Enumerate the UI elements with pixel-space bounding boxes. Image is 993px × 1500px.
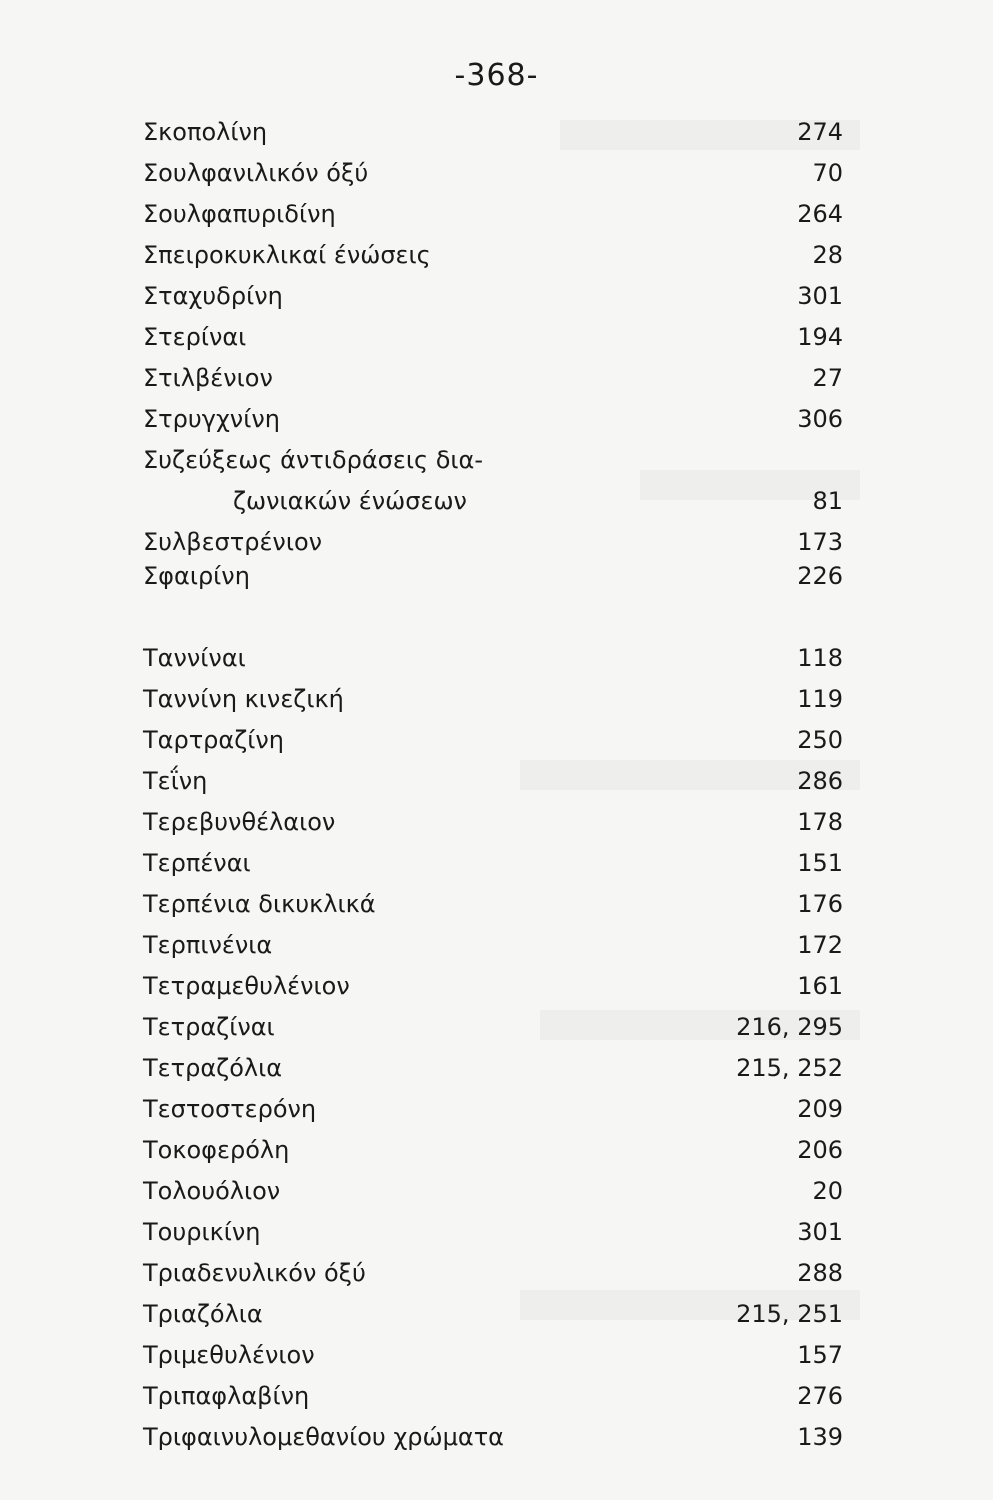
index-term: Τριαζόλια — [143, 1300, 263, 1328]
index-page-ref: 176 — [797, 890, 843, 918]
index-entry — [143, 1007, 843, 1047]
index-entry — [143, 317, 843, 357]
index-page-ref: 215, 251 — [736, 1300, 843, 1328]
index-term: Τριμεθυλένιον — [143, 1341, 315, 1369]
index-term: Σουλφαπυριδίνη — [143, 200, 336, 228]
index-entry — [143, 679, 843, 719]
index-page-ref: 216, 295 — [736, 1013, 843, 1041]
index-entry — [143, 235, 843, 275]
index-page-ref: 119 — [797, 685, 843, 713]
index-term: ζωνιακών ένώσεων — [233, 487, 467, 515]
index-entry-continuation — [143, 481, 843, 521]
index-page-ref: 226 — [797, 562, 843, 590]
index-entry — [143, 1130, 843, 1170]
index-page-ref: 178 — [797, 808, 843, 836]
index-entry — [143, 358, 843, 398]
index-term: Συλβεστρένιον — [143, 528, 323, 556]
index-entry — [143, 399, 843, 439]
index-term: Τριπαφλαβίνη — [143, 1382, 310, 1410]
index-entry — [143, 802, 843, 842]
index-term: Τερεβυνθέλαιον — [143, 808, 336, 836]
index-term: Σκοπολίνη — [143, 118, 268, 146]
index-entry — [143, 556, 843, 596]
index-term: Σουλφανιλικόν όξύ — [143, 159, 369, 187]
index-term: Τερπινένια — [143, 931, 273, 959]
index-term: Τεστοστερόνη — [143, 1095, 317, 1123]
index-term: Τερπένια δικυκλικά — [143, 890, 376, 918]
index-page-ref: 157 — [797, 1341, 843, 1369]
index-term: Ταννίνη κινεζική — [143, 685, 344, 713]
index-entry — [143, 1335, 843, 1375]
index-term: Τριφαινυλομεθανίου χρώματα — [143, 1423, 504, 1451]
index-page-ref: 301 — [797, 1218, 843, 1246]
index-term: Ταννίναι — [143, 644, 246, 672]
index-term: Συζεύξεως άντιδράσεις δια- — [143, 446, 483, 474]
index-term: Τουρικίνη — [143, 1218, 261, 1246]
index-entry — [143, 1417, 843, 1457]
index-term: Σταχυδρίνη — [143, 282, 283, 310]
index-page-ref: 70 — [812, 159, 843, 187]
index-page-ref: 81 — [812, 487, 843, 515]
index-entry — [143, 720, 843, 760]
index-page-ref: 172 — [797, 931, 843, 959]
index-page-ref: 27 — [812, 364, 843, 392]
index-entry — [143, 966, 843, 1006]
index-entry — [143, 112, 843, 152]
index-term: Στιλβένιον — [143, 364, 273, 392]
index-page-ref: 276 — [797, 1382, 843, 1410]
index-term: Σφαιρίνη — [143, 562, 250, 590]
index-entry — [143, 1171, 843, 1211]
index-page-ref: 274 — [797, 118, 843, 146]
index-entry — [143, 884, 843, 924]
index-entry — [143, 1089, 843, 1129]
index-entry — [143, 761, 843, 801]
index-page-ref: 215, 252 — [736, 1054, 843, 1082]
index-entry — [143, 1048, 843, 1088]
index-page-ref: 173 — [797, 528, 843, 556]
index-page-ref: 139 — [797, 1423, 843, 1451]
index-term: Στρυγχνίνη — [143, 405, 280, 433]
index-entry — [143, 1294, 843, 1334]
index-page-ref: 151 — [797, 849, 843, 877]
index-entry — [143, 440, 843, 480]
index-entry — [143, 276, 843, 316]
index-page-ref: 206 — [797, 1136, 843, 1164]
index-entry — [143, 1253, 843, 1293]
index-term: Τετραζόλια — [143, 1054, 283, 1082]
index-term: Στερίναι — [143, 323, 247, 351]
index-term: Τερπέναι — [143, 849, 251, 877]
index-entry — [143, 843, 843, 883]
index-page-ref: 161 — [797, 972, 843, 1000]
index-page-ref: 286 — [797, 767, 843, 795]
index-page-ref: 118 — [797, 644, 843, 672]
index-entry — [143, 1376, 843, 1416]
index-page-ref: 28 — [812, 241, 843, 269]
index-page-ref: 194 — [797, 323, 843, 351]
index-entry — [143, 153, 843, 193]
index-term: Σπειροκυκλικαί ένώσεις — [143, 241, 431, 269]
index-entry — [143, 194, 843, 234]
index-entry — [143, 1212, 843, 1252]
index-entry — [143, 925, 843, 965]
index-term: Τεΐνη — [143, 767, 208, 795]
page-number: -368- — [454, 58, 539, 93]
index-page-ref: 288 — [797, 1259, 843, 1287]
index-term: Τετραμεθυλένιον — [143, 972, 350, 1000]
index-page-ref: 20 — [812, 1177, 843, 1205]
index-term: Τολουόλιον — [143, 1177, 281, 1205]
index-term: Τριαδενυλικόν όξύ — [143, 1259, 366, 1287]
index-term: Τετραζίναι — [143, 1013, 275, 1041]
index-term: Τοκοφερόλη — [143, 1136, 290, 1164]
index-entry — [143, 638, 843, 678]
index-page-ref: 264 — [797, 200, 843, 228]
index-page-ref: 250 — [797, 726, 843, 754]
index-page-ref: 209 — [797, 1095, 843, 1123]
index-page-ref: 301 — [797, 282, 843, 310]
index-page-ref: 306 — [797, 405, 843, 433]
index-term: Ταρτραζίνη — [143, 726, 285, 754]
